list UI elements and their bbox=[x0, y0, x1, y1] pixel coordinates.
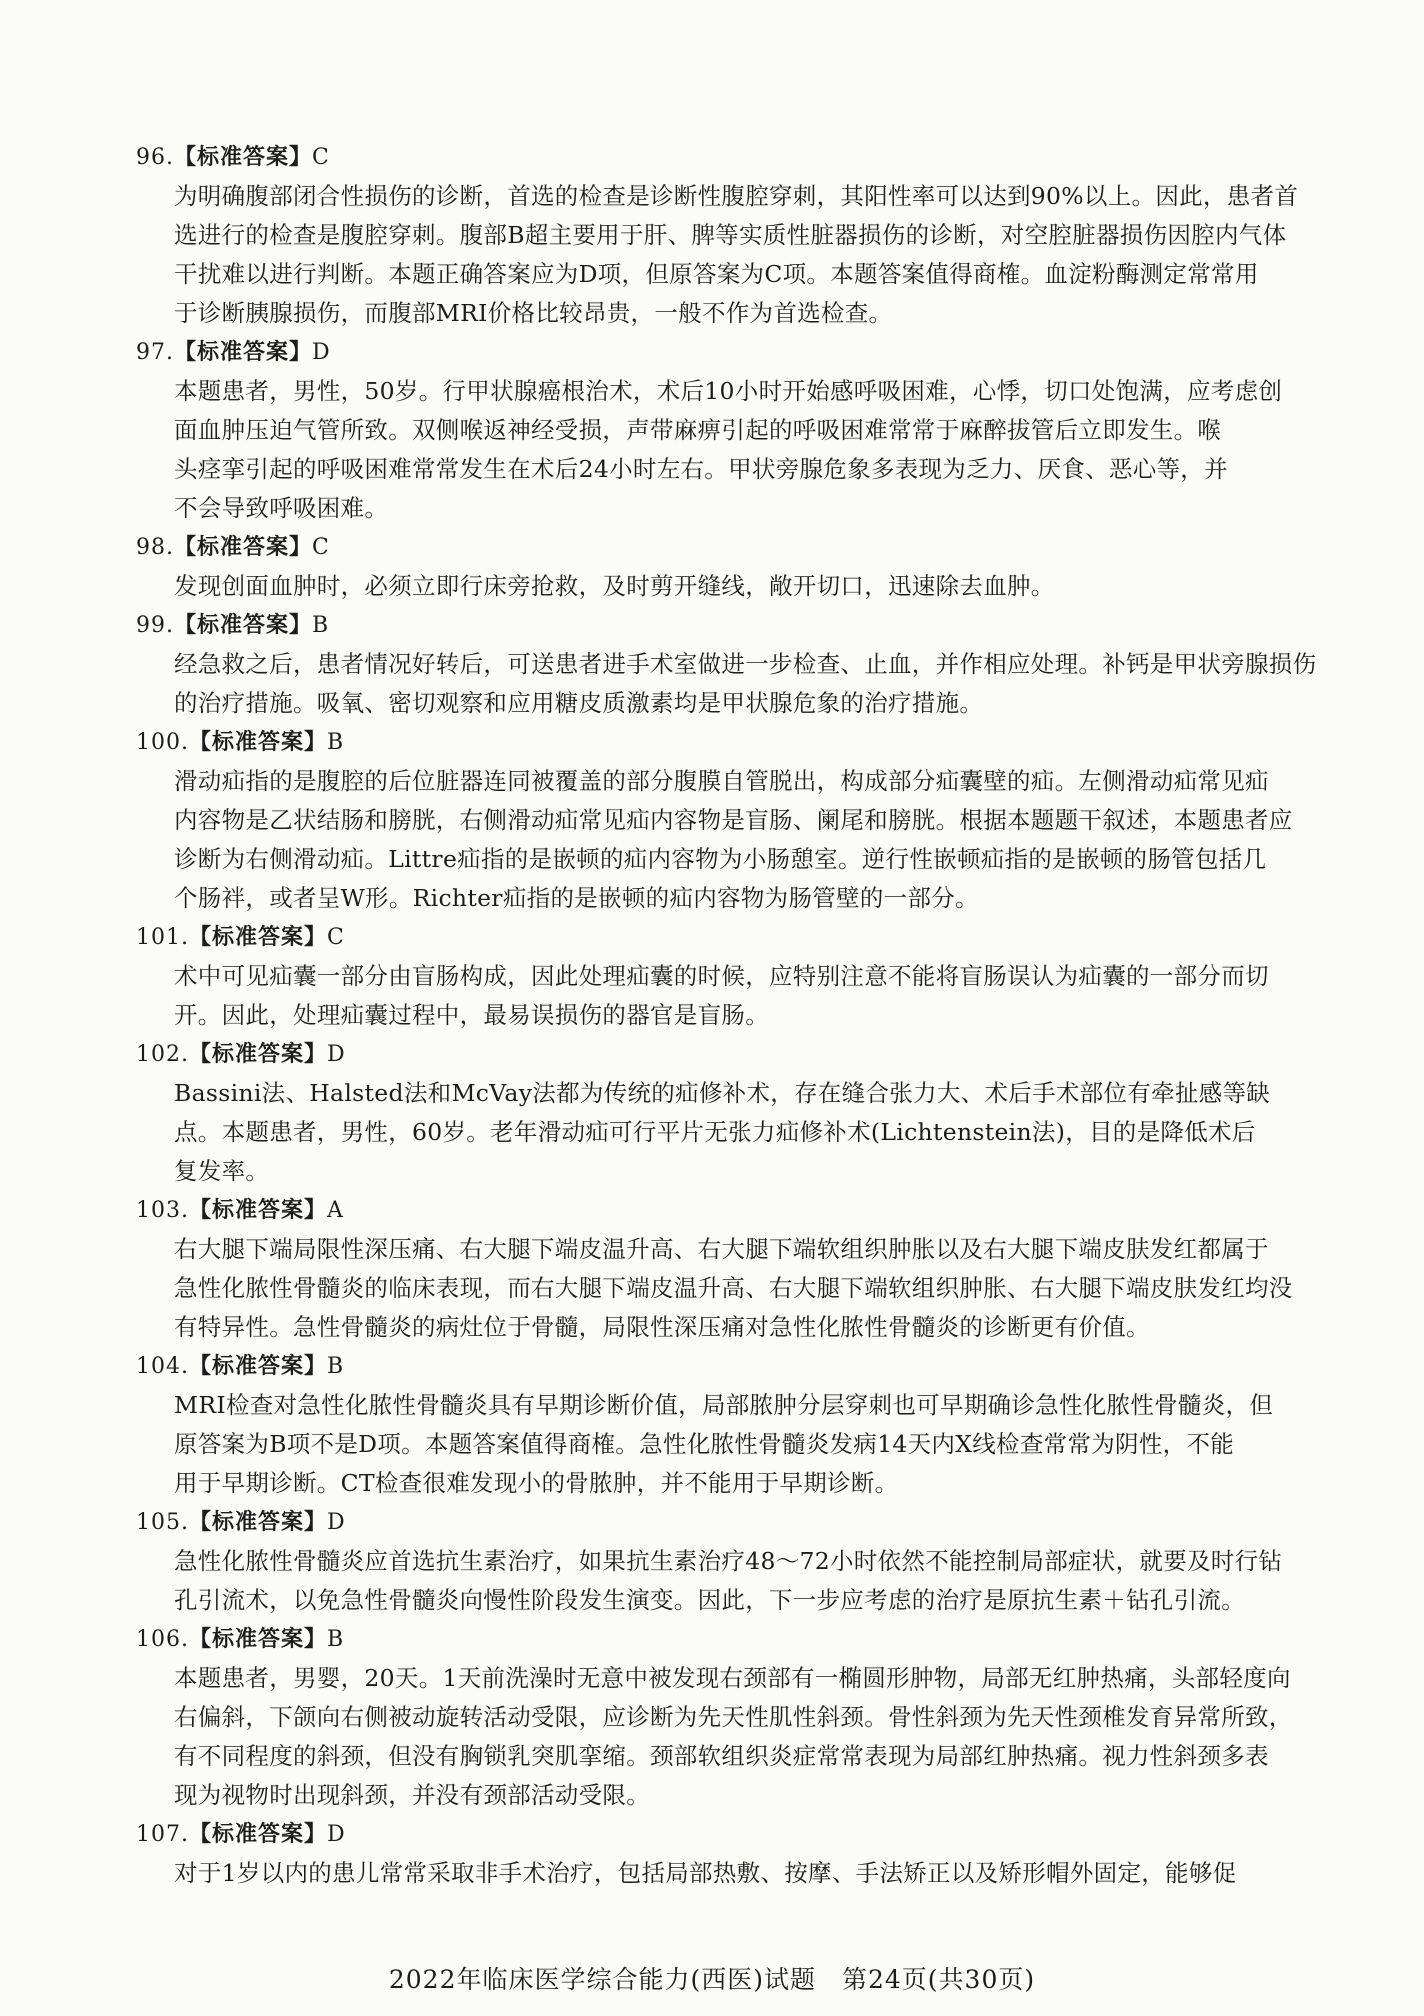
question-number: 107. bbox=[136, 1822, 189, 1847]
explanation-line: 内容物是乙状结肠和膀胱，右侧滑动疝常见疝内容物是盲肠、阑尾和膀胱。根据本题题干叙述，本题患者应 bbox=[174, 806, 1293, 834]
explanation-line: 开。因此，处理疝囊过程中，最易误损伤的器官是盲肠。 bbox=[174, 1001, 769, 1029]
answer-entry bbox=[136, 528, 1342, 606]
explanation-line: 复发率。 bbox=[174, 1157, 270, 1185]
answer-letter: D bbox=[327, 1822, 346, 1847]
answer-letter: C bbox=[327, 925, 345, 950]
explanation-line: 本题患者，男性，50岁。行甲状腺癌根治术，术后10小时开始感呼吸困难，心悸，切口处饱满，应考虑创 bbox=[174, 377, 1283, 405]
answer-letter: B bbox=[327, 1354, 345, 1379]
answer-entry bbox=[136, 138, 1342, 333]
answer-entry bbox=[136, 1815, 1342, 1893]
explanation-line: 选进行的检查是腹腔穿刺。腹部B超主要用于肝、脾等实质性脏器损伤的诊断，对空腔脏器损伤因腔内气体 bbox=[174, 221, 1287, 249]
page-footer: 2022年临床医学综合能力(西医)试题 第24页(共30页) bbox=[388, 1965, 1036, 1994]
answer-list bbox=[136, 138, 1342, 1893]
explanation bbox=[136, 1542, 1342, 1620]
answer-entry bbox=[136, 1620, 1342, 1815]
explanation-line: 现为视物时出现斜颈，并没有颈部活动受限。 bbox=[174, 1781, 650, 1809]
answer-letter: B bbox=[327, 730, 345, 755]
explanation-line: 发现创面血肿时，必须立即行床旁抢救，及时剪开缝线，敞开切口，迅速除去血肿。 bbox=[174, 572, 1055, 600]
answer-letter: C bbox=[312, 145, 330, 170]
explanation-line: 孔引流术，以免急性骨髓炎向慢性阶段发生演变。因此，下一步应考虑的治疗是原抗生素＋钻孔引流。 bbox=[174, 1586, 1245, 1614]
answer-entry bbox=[136, 723, 1342, 918]
answer-heading bbox=[136, 1035, 1342, 1074]
answer-letter: A bbox=[327, 1198, 344, 1223]
explanation-line: 原答案为B项不是D项。本题答案值得商榷。急性化脓性骨髓炎发病14天内X线检查常常为阴性，不能 bbox=[174, 1430, 1235, 1458]
explanation-line: 头痉挛引起的呼吸困难常常发生在术后24小时左右。甲状旁腺危象多表现为乏力、厌食、恶心等，并 bbox=[174, 455, 1228, 483]
question-number: 105. bbox=[136, 1510, 189, 1535]
explanation bbox=[136, 957, 1342, 1035]
explanation-line: 的治疗措施。吸氧、密切观察和应用糖皮质激素均是甲状腺危象的治疗措施。 bbox=[174, 689, 984, 717]
answer-entry bbox=[136, 606, 1342, 723]
explanation-line: 急性化脓性骨髓炎应首选抗生素治疗，如果抗生素治疗48～72小时依然不能控制局部症状，就要及时行钻 bbox=[174, 1547, 1283, 1575]
answer-heading bbox=[136, 1191, 1342, 1230]
answer-entry bbox=[136, 1035, 1342, 1191]
explanation-line: 右偏斜，下颌向右侧被动旋转活动受限，应诊断为先天性肌性斜颈。骨性斜颈为先天性颈椎发育异常所致， bbox=[174, 1703, 1293, 1731]
explanation-line: 个肠袢，或者呈W形。Richter疝指的是嵌顿的疝内容物为肠管壁的一部分。 bbox=[174, 884, 979, 912]
explanation-line: 不会导致呼吸困难。 bbox=[174, 494, 389, 522]
explanation-line: 滑动疝指的是腹腔的后位脏器连同被覆盖的部分腹膜自管脱出，构成部分疝囊壁的疝。左侧滑动疝常见疝 bbox=[174, 767, 1269, 795]
explanation bbox=[136, 645, 1342, 723]
answer-heading bbox=[136, 1347, 1342, 1386]
answer-heading bbox=[136, 918, 1342, 957]
answer-label: 【标准答案】 bbox=[174, 339, 313, 365]
explanation-line: 有特异性。急性骨髓炎的病灶位于骨髓，局限性深压痛对急性化脓性骨髓炎的诊断更有价值。 bbox=[174, 1313, 1150, 1341]
answer-label: 【标准答案】 bbox=[188, 924, 327, 950]
answer-heading bbox=[136, 723, 1342, 762]
question-number: 98. bbox=[136, 535, 174, 560]
explanation bbox=[136, 1230, 1342, 1347]
explanation-line: 诊断为右侧滑动疝。Littre疝指的是嵌顿的疝内容物为小肠憩室。逆行性嵌顿疝指的是嵌顿的肠管包括几 bbox=[174, 845, 1267, 873]
answer-label: 【标准答案】 bbox=[174, 612, 313, 638]
answer-entry bbox=[136, 918, 1342, 1035]
explanation-line: 干扰难以进行判断。本题正确答案应为D项，但原答案为C项。本题答案值得商榷。血淀粉酶测定常常用 bbox=[174, 260, 1259, 288]
answer-heading bbox=[136, 333, 1342, 372]
explanation bbox=[136, 1074, 1342, 1191]
explanation bbox=[136, 1659, 1342, 1815]
explanation bbox=[136, 177, 1342, 333]
answer-letter: D bbox=[327, 1042, 346, 1067]
explanation-line: 用于早期诊断。CT检查很难发现小的骨脓肿，并不能用于早期诊断。 bbox=[174, 1469, 899, 1497]
answer-heading bbox=[136, 1815, 1342, 1854]
answer-heading bbox=[136, 138, 1342, 177]
answer-heading bbox=[136, 1503, 1342, 1542]
question-number: 106. bbox=[136, 1627, 189, 1652]
explanation-line: 急性化脓性骨髓炎的临床表现，而右大腿下端皮温升高、右大腿下端软组织肿胀、右大腿下端皮肤发红均没 bbox=[174, 1274, 1293, 1302]
answer-label: 【标准答案】 bbox=[188, 1626, 327, 1652]
explanation-line: 对于1岁以内的患儿常常采取非手术治疗，包括局部热敷、按摩、手法矫正以及矫形帽外固定，能够促 bbox=[174, 1859, 1237, 1887]
answer-label: 【标准答案】 bbox=[188, 729, 327, 755]
answer-label: 【标准答案】 bbox=[188, 1821, 327, 1847]
explanation-line: 右大腿下端局限性深压痛、右大腿下端皮温升高、右大腿下端软组织肿胀以及右大腿下端皮肤发红都属于 bbox=[174, 1235, 1269, 1263]
answer-letter: D bbox=[327, 1510, 346, 1535]
answer-label: 【标准答案】 bbox=[188, 1509, 327, 1535]
answer-label: 【标准答案】 bbox=[174, 144, 313, 170]
question-number: 103. bbox=[136, 1198, 189, 1223]
question-number: 101. bbox=[136, 925, 189, 950]
question-number: 102. bbox=[136, 1042, 189, 1067]
answer-label: 【标准答案】 bbox=[188, 1353, 327, 1379]
explanation-line: MRI检查对急性化脓性骨髓炎具有早期诊断价值，局部脓肿分层穿刺也可早期确诊急性化脓性骨髓炎，但 bbox=[174, 1391, 1274, 1419]
answer-heading bbox=[136, 528, 1342, 567]
explanation bbox=[136, 1854, 1342, 1893]
answer-label: 【标准答案】 bbox=[174, 534, 313, 560]
answer-entry bbox=[136, 1503, 1342, 1620]
explanation-line: 为明确腹部闭合性损伤的诊断，首选的检查是诊断性腹腔穿刺，其阳性率可以达到90%以上。因此，患者首 bbox=[174, 182, 1299, 210]
explanation-line: 经急救之后，患者情况好转后，可送患者进手术室做进一步检查、止血，并作相应处理。补钙是甲状旁腺损伤 bbox=[174, 650, 1317, 678]
answer-label: 【标准答案】 bbox=[188, 1041, 327, 1067]
explanation-line: 面血肿压迫气管所致。双侧喉返神经受损，声带麻痹引起的呼吸困难常常于麻醉拔管后立即发生。喉 bbox=[174, 416, 1222, 444]
answer-entry bbox=[136, 1191, 1342, 1347]
answer-entry bbox=[136, 1347, 1342, 1503]
explanation bbox=[136, 762, 1342, 918]
explanation bbox=[136, 1386, 1342, 1503]
explanation-line: 有不同程度的斜颈，但没有胸锁乳突肌挛缩。颈部软组织炎症常常表现为局部红肿热痛。视力性斜颈多表 bbox=[174, 1742, 1269, 1770]
explanation-line: 点。本题患者，男性，60岁。老年滑动疝可行平片无张力疝修补术(Lichtenstein法)，目的是降低术后 bbox=[174, 1118, 1256, 1146]
question-number: 97. bbox=[136, 340, 174, 365]
answer-label: 【标准答案】 bbox=[188, 1197, 327, 1223]
answer-letter: C bbox=[312, 535, 330, 560]
question-number: 100. bbox=[136, 730, 189, 755]
explanation bbox=[136, 372, 1342, 528]
explanation-line: 本题患者，男婴，20天。1天前洗澡时无意中被发现右颈部有一椭圆形肿物，局部无红肿热痛，头部轻度向 bbox=[174, 1664, 1291, 1692]
answer-letter: D bbox=[312, 340, 331, 365]
answer-letter: B bbox=[312, 613, 330, 638]
answer-letter: B bbox=[327, 1627, 345, 1652]
question-number: 96. bbox=[136, 145, 174, 170]
answer-heading bbox=[136, 606, 1342, 645]
answer-heading bbox=[136, 1620, 1342, 1659]
answer-entry bbox=[136, 333, 1342, 528]
question-number: 99. bbox=[136, 613, 174, 638]
explanation-line: Bassini法、Halsted法和McVay法都为传统的疝修补术，存在缝合张力大、术后手术部位有牵扯感等缺 bbox=[174, 1079, 1271, 1107]
explanation-line: 于诊断胰腺损伤，而腹部MRI价格比较昂贵，一般不作为首选检查。 bbox=[174, 299, 893, 327]
explanation bbox=[136, 567, 1342, 606]
question-number: 104. bbox=[136, 1354, 189, 1379]
explanation-line: 术中可见疝囊一部分由盲肠构成，因此处理疝囊的时候，应特别注意不能将盲肠误认为疝囊的一部分而切 bbox=[174, 962, 1269, 990]
